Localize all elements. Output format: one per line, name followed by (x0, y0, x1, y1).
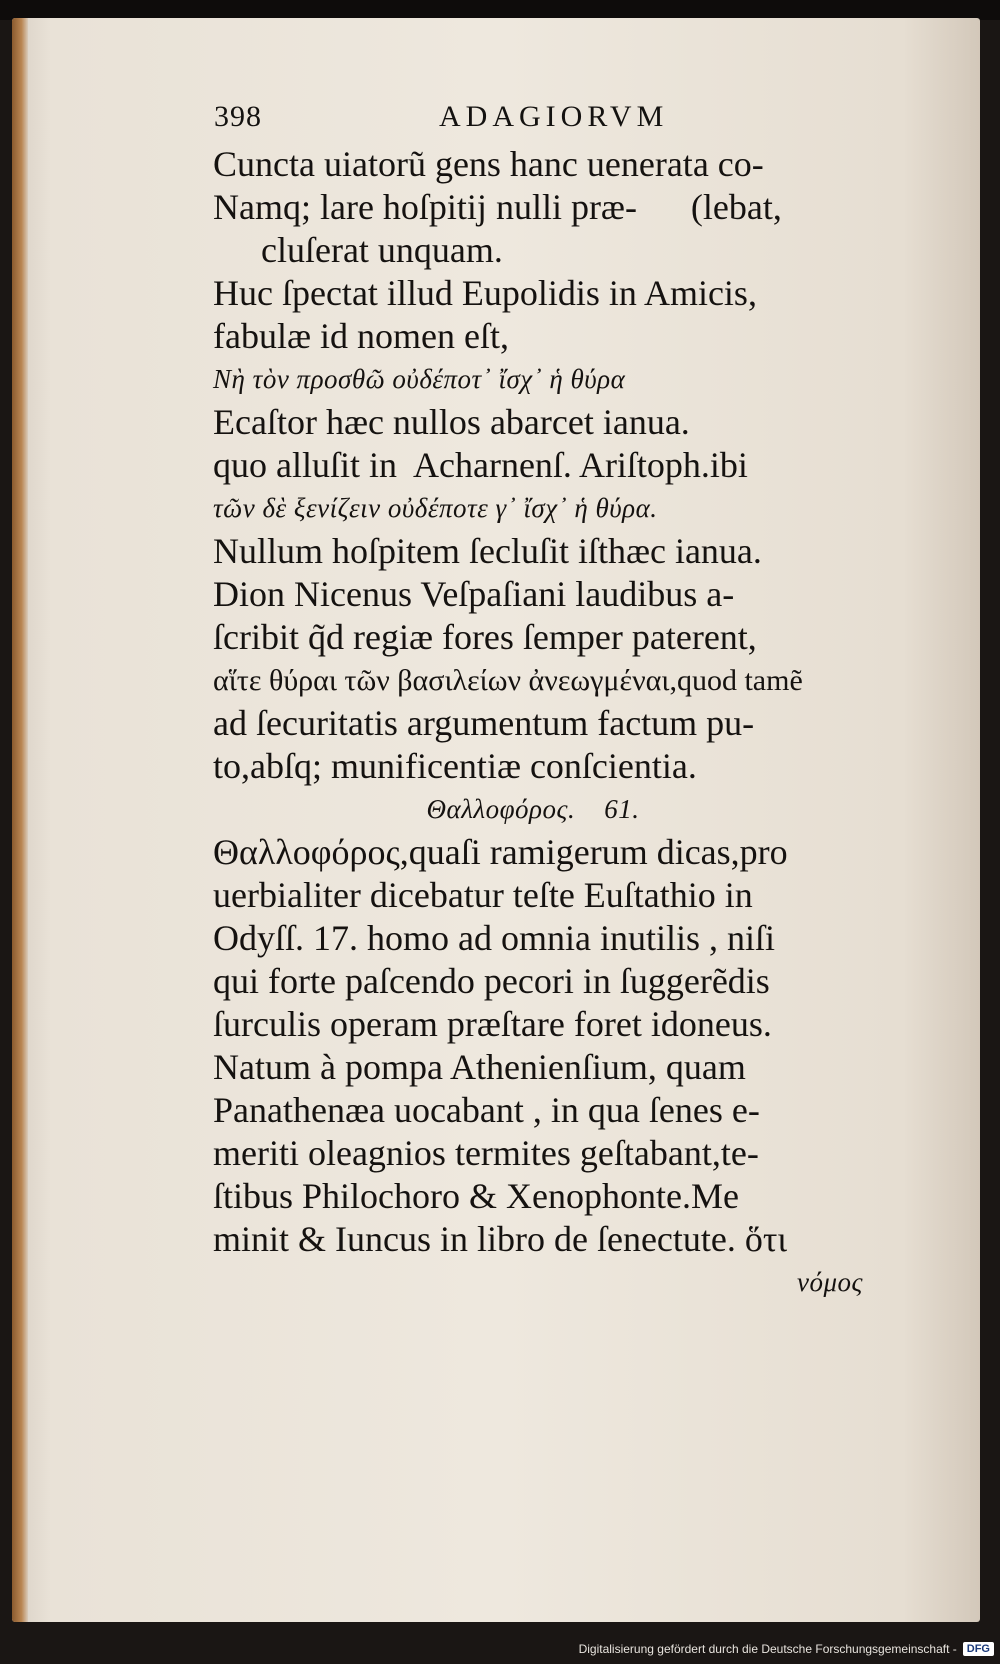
text-line: meriti oleagnios termites geſtabant,te- (213, 1133, 759, 1173)
text-line: cluſerat unquam. (261, 230, 503, 270)
text-line: to,abſq; munificentiæ conſcientia. (213, 746, 697, 786)
running-head (214, 100, 914, 140)
catchword: νόμος (797, 1267, 863, 1297)
page-number: 398 (214, 100, 262, 133)
text-line: ſtibus Philochoro & Xenophonte.Me (213, 1176, 739, 1216)
text-line: Odyſſ. 17. homo ad omnia inutilis , niſi (213, 918, 775, 958)
text-line: Namq; lare hoſpitij nulli præ- (lebat, (213, 187, 782, 227)
text-line: quo alluſit in Acharnenſ. Ariſtoph.ibi (213, 445, 748, 485)
adage-heading: Θαλλοφόρος. 61. (426, 794, 640, 824)
text-line: Panathenæa uocabant , in qua ſenes e- (213, 1090, 760, 1130)
text-line: Nullum hoſpitem ſecluſit iſthæc ianua. (213, 531, 762, 571)
page-text (213, 143, 913, 1304)
text-line: Huc ſpectat illud Eupolidis in Amicis, (213, 273, 757, 313)
text-line: Natum à pompa Athenienſium, quam (213, 1047, 746, 1087)
page-gutter (12, 18, 28, 1622)
text-line: Cuncta uiatorũ gens hanc uenerata co- (213, 144, 764, 184)
text-line: ad ſecuritatis argumentum factum pu- (213, 703, 755, 743)
text-line: uerbialiter dicebatur teſte Euſtathio in (213, 875, 753, 915)
scan-top-edge (0, 0, 1000, 20)
credit-text: Digitalisierung gefördert durch die Deutsche Forschungsgemeinschaft - (578, 1642, 957, 1656)
digitization-credit (579, 1638, 994, 1660)
text-line: Dion Nicenus Veſpaſiani laudibus a- (213, 574, 735, 614)
text-line: ſurculis operam præſtare foret idoneus. (213, 1004, 772, 1044)
running-head-title: ADAGIORVM (439, 100, 669, 133)
text-line: Ecaſtor hæc nullos abarcet ianua. (213, 402, 690, 442)
text-line: qui forte paſcendo pecori in ſuggerẽdis (213, 961, 770, 1001)
greek-quote-line: τῶν δὲ ξενίζειν οὐδέποτε γ᾽ ἴσχ᾽ ἡ θύρα. (213, 493, 658, 523)
text-line: ſcribit q̃d regiæ fores ſemper paterent, (213, 617, 757, 657)
text-line: fabulæ id nomen eſt, (213, 316, 509, 356)
greek-quote-line: Νὴ τὸν προσθῶ οὐδέποτ᾽ ἴσχ᾽ ἡ θύρα (213, 364, 626, 394)
text-line: Θαλλοφόρος,quaſi ramigerum dicas,pro (213, 832, 788, 872)
mixed-greek-line: αἵτε θύραι τῶν βασιλείων ἀνεωγμέναι,quod tamẽ (213, 664, 803, 697)
dfg-logo: DFG (963, 1642, 994, 1656)
text-line: minit & Iuncus in libro de ſenectute. ὅτι (213, 1219, 788, 1259)
